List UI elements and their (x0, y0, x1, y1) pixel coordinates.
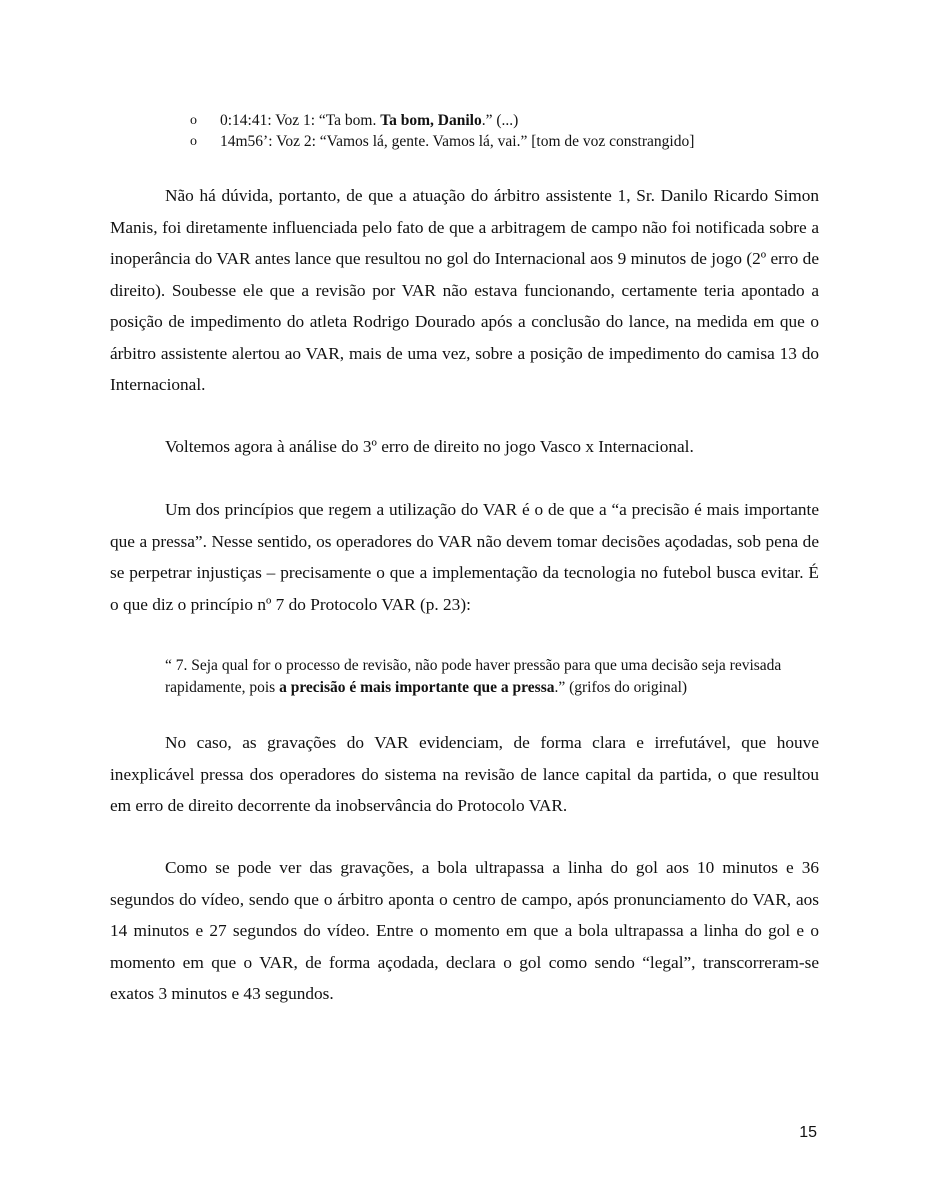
transcript-item (190, 131, 830, 152)
transcript-text: 14m56’: Voz 2: “Vamos lá, gente. Vamos lá, vai.” [tom de voz constrangido] (220, 133, 695, 150)
paragraph-third-error-intro: Voltemos agora à análise do 3º erro de direito no jogo Vasco x Internacional. (165, 437, 694, 456)
quote-text: “ 7. Seja qual for o processo de revisão, não pode haver pressão para que uma decisão seja revisada rapidamente, pois (165, 657, 782, 696)
transcript-item (190, 110, 830, 131)
transcript-text-end: .” (...) (481, 112, 519, 129)
quote-bold-text: a precisão é mais importante que a pressa (279, 679, 555, 696)
paragraph-assistant-referee: Não há dúvida, portanto, de que a atuação do árbitro assistente 1, Sr. Danilo Ricardo Simon Manis, foi diretamente influenciada pelo fato de que a arbitragem de campo não foi notificada sobre a inoperância do VAR antes lance que resultou no gol do Internacional aos 9 minutos de jogo (2º erro de direito). Soubesse ele que a revisão por VAR não estava funcionando, certamente teria apontado a posição de impedimento do atleta Rodrigo Dourado após a conclusão do lance, na medida em que o árbitro assistente alertou ao VAR, mais de uma vez, sobre a posição de impedimento do camisa 13 do Internacional. (110, 186, 819, 394)
quote-text-end: .” (grifos do original) (554, 679, 688, 696)
bullet-marker: o (190, 113, 197, 128)
paragraph-var-principle: Um dos princípios que regem a utilização do VAR é o de que a “a precisão é mais importante que a pressa”. Nesse sentido, os operadores do VAR não devem tomar decisões açodadas, sob pena de se perpetrar injustiças – precisamente o que a implementação da tecnologia no futebol busca evitar. É o que diz o princípio nº 7 do Protocolo VAR (p. 23): (110, 500, 819, 614)
page-number: 15 (799, 1124, 817, 1141)
protocol-quote (165, 655, 825, 699)
transcript-text: 0:14:41: Voz 1: “Ta bom. (220, 112, 381, 129)
bullet-marker: o (190, 134, 197, 149)
transcript-bold-text: Ta bom, Danilo (380, 112, 482, 129)
transcript-list (190, 110, 830, 152)
paragraph-timing: Como se pode ver das gravações, a bola ultrapassa a linha do gol aos 10 minutos e 36 segundos do vídeo, sendo que o árbitro aponta o centro de campo, após pronunciamento do VAR, aos 14 minutos e 27 segundos do vídeo. Entre o momento em que a bola ultrapassa a linha do gol e o momento em que o VAR, de forma açodada, declara o gol como sendo “legal”, transcorreram-se exatos 3 minutos e 43 segundos. (110, 858, 819, 1003)
paragraph-var-recordings: No caso, as gravações do VAR evidenciam, de forma clara e irrefutável, que houve inexplicável pressa dos operadores do sistema na revisão de lance capital da partida, o que resultou em erro de direito decorrente da inobservância do Protocolo VAR. (110, 733, 819, 815)
